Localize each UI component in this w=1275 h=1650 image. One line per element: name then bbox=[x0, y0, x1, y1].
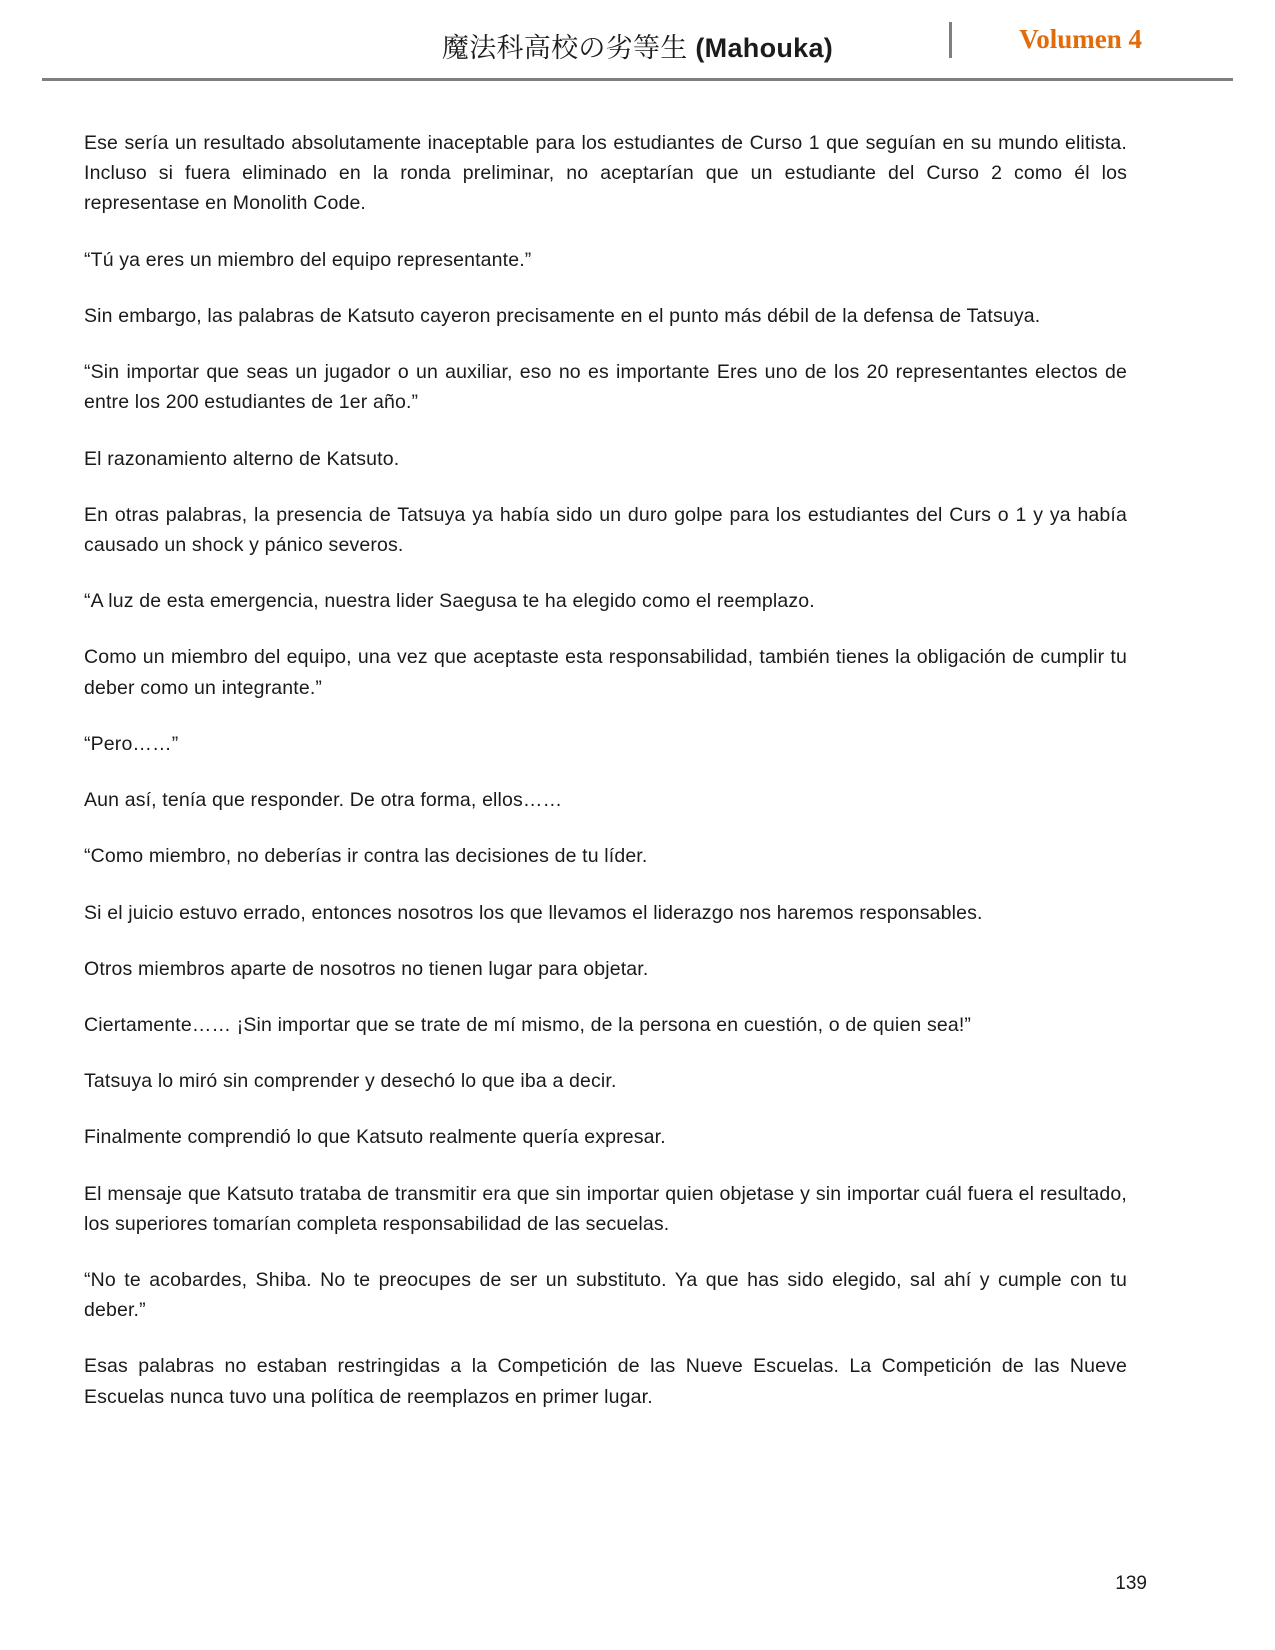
page-number: 139 bbox=[1115, 1573, 1147, 1594]
paragraph: Sin embargo, las palabras de Katsuto cayeron precisamente en el punto más débil de la defensa de Tatsuya. bbox=[84, 304, 1041, 327]
paragraph: “Tú ya eres un miembro del equipo representante.” bbox=[84, 248, 532, 271]
paragraph: Ese sería un resultado absolutamente inaceptable para los estudiantes de Curso 1 que seguían en su mundo elitista. Incluso si fuera eliminado en la ronda preliminar, no aceptarían que un estudiante del Curso 2 como él los representase en Monolith Code. bbox=[84, 132, 1127, 215]
paragraph: En otras palabras, la presencia de Tatsuya ya había sido un duro golpe para los estudiantes del Curs o 1 y ya había causado un shock y pánico severos. bbox=[84, 503, 1127, 556]
header-volume-label: Volumen 4 bbox=[1019, 24, 1142, 54]
paragraph: Tatsuya lo miró sin comprender y desechó lo que iba a decir. bbox=[84, 1070, 617, 1093]
paragraph: Como un miembro del equipo, una vez que aceptaste esta responsabilidad, también tienes la obligación de cumplir tu deber como un integrante.” bbox=[84, 646, 1127, 699]
header-title bbox=[442, 26, 833, 65]
header-title-romanized: (Mahouka) bbox=[687, 33, 834, 63]
paragraph: “Pero……” bbox=[84, 732, 179, 755]
header-title-japanese: 魔法科高校の劣等生 bbox=[441, 33, 688, 64]
paragraph: Esas palabras no estaban restringidas a la Competición de las Nueve Escuelas. La Competición de las Nueve Escuelas nunca tuvo una política de reemplazos en primer lugar. bbox=[84, 1355, 1127, 1408]
paragraph: El razonamiento alterno de Katsuto. bbox=[84, 447, 400, 470]
paragraph: Otros miembros aparte de nosotros no tienen lugar para objetar. bbox=[84, 957, 649, 980]
page-body bbox=[0, 84, 1275, 1412]
paragraph: Si el juicio estuvo errado, entonces nosotros los que llevamos el liderazgo nos haremos responsables. bbox=[84, 901, 983, 924]
header-vertical-divider bbox=[949, 22, 952, 58]
paragraph: El mensaje que Katsuto trataba de transmitir era que sin importar quien objetase y sin importar cuál fuera el resultado, los superiores tomarían completa responsabilidad de las secuelas. bbox=[84, 1182, 1127, 1235]
paragraph: “No te acobardes, Shiba. No te preocupes de ser un substituto. Ya que has sido elegido, sal ahí y cumple con tu deber.” bbox=[84, 1269, 1127, 1322]
page-header bbox=[0, 0, 1275, 84]
paragraph: Ciertamente…… ¡Sin importar que se trate de mí mismo, de la persona en cuestión, o de quien sea!” bbox=[84, 1013, 972, 1036]
paragraph: Aun así, tenía que responder. De otra forma, ellos…… bbox=[84, 789, 563, 812]
paragraph: Finalmente comprendió lo que Katsuto realmente quería expresar. bbox=[84, 1126, 666, 1149]
header-horizontal-rule bbox=[42, 78, 1233, 81]
paragraph: “Como miembro, no deberías ir contra las decisiones de tu líder. bbox=[84, 845, 648, 868]
paragraph: “Sin importar que seas un jugador o un auxiliar, eso no es importante Eres uno de los 20 representantes electos de entre los 200 estudiantes de 1er año.” bbox=[84, 361, 1127, 414]
paragraph: “A luz de esta emergencia, nuestra lider Saegusa te ha elegido como el reemplazo. bbox=[84, 590, 815, 613]
